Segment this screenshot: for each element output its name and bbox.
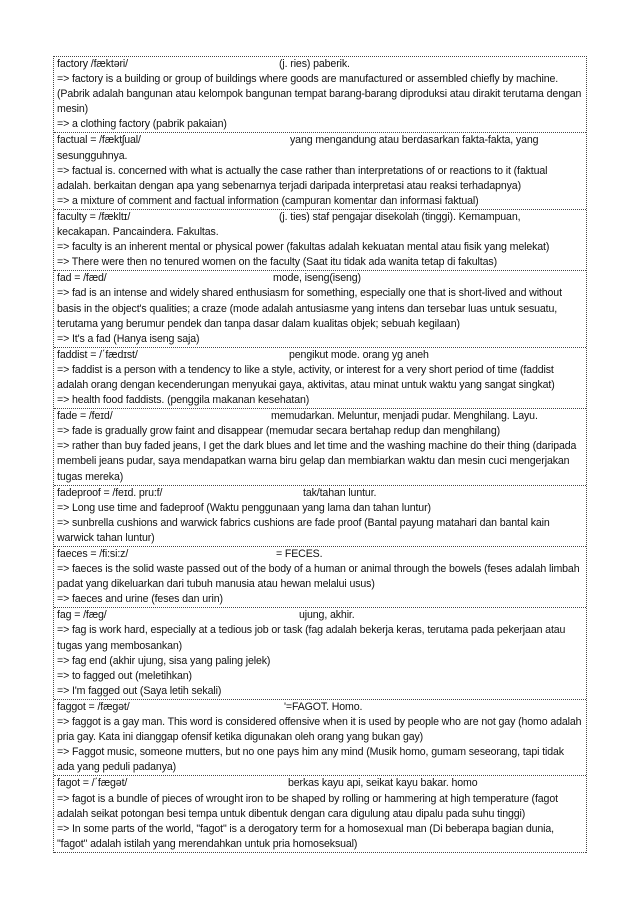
entry-headline bbox=[57, 486, 584, 501]
entry-meaning: tak/tahan luntur. bbox=[303, 486, 377, 499]
entry-meaning: mode, iseng(iseng) bbox=[273, 272, 361, 285]
entry-headword: fagot = /΄fægət/ bbox=[57, 777, 128, 790]
entry-headline bbox=[57, 133, 584, 148]
dictionary-entries bbox=[53, 56, 587, 853]
entry-example-line: => Long use time and fadeproof (Waktu penggunaan yang lama dan tahan luntur) bbox=[57, 501, 431, 514]
dictionary-entry bbox=[54, 57, 586, 133]
entry-headline bbox=[57, 409, 584, 424]
entry-meaning: (j. ries) paberik. bbox=[279, 58, 350, 70]
entry-example-line: sesungguhnya. bbox=[57, 149, 128, 162]
entry-example-line: => There were then no tenured women on the faculty (Saat itu tidak ada wanita tetap di fakultas) bbox=[57, 256, 497, 269]
entry-meaning: '=FAGOT. Homo. bbox=[284, 700, 363, 713]
entry-example-line: => factual is. concerned with what is actually the case rather than interpretations of or reactions to it (faktual adalah. berkaitan dengan apa yang sebenarnya terjadi daripada interpretasi atau reaksi terhadapnya) bbox=[57, 164, 548, 192]
entry-example-line: => Faggot music, someone mutters, but no one pays him any mind (Musik homo, gumam seseorang, tapi tidak ada yang peduli padanya) bbox=[57, 746, 564, 774]
entry-example-line: => factory is a building or group of buildings where goods are manufactured or assembled chiefly by machine. (Pabrik adalah bangunan atau kelompok bangunan tempat barang-barang diproduksi atau dirakit terutama dengan mesin) bbox=[57, 73, 582, 116]
entry-example-line: => faddist is a person with a tendency to like a style, activity, or interest for a very short period of time (faddist adalah orang dengan kecenderungan menyukai gaya, aktivitas, atau minat untuk waktu yang sangat singkat) bbox=[57, 363, 555, 391]
dictionary-entry bbox=[54, 608, 586, 700]
dictionary-entry bbox=[54, 210, 586, 271]
entry-headword: faddist = /΄fædɪst/ bbox=[57, 348, 138, 361]
entry-meaning: yang mengandung atau berdasarkan fakta-fakta, yang bbox=[290, 134, 539, 147]
entry-example-line: => In some parts of the world, "fagot" is a derogatory term for a homosexual man (Di beberapa bagian dunia, "fagot" adalah istilah yang merendahkan untuk pria homoseksual) bbox=[57, 822, 554, 850]
dictionary-entry bbox=[54, 271, 586, 347]
entry-example-line: => fad is an intense and widely shared enthusiasm for something, especially one that is short-lived and without basis in the object's qualities; a craze (mode adalah antusiasme yang intens dan tersebar luas untuk sesuatu, terutama yang berumur pendek dan tanpa dasar dalam kualitas objek; sebuah kegilaan) bbox=[57, 287, 562, 330]
dictionary-entry bbox=[54, 409, 586, 485]
entry-headword: factual = /fæktʃual/ bbox=[57, 134, 141, 147]
entry-example-line: => It's a fad (Hanya iseng saja) bbox=[57, 332, 200, 345]
entry-headword: fade = /feɪd/ bbox=[57, 410, 113, 423]
dictionary-entry bbox=[54, 348, 586, 409]
entry-example-line: => fagot is a bundle of pieces of wrought iron to be shaped by rolling or hammering at high temperature (fagot adalah seikat potongan besi tempa untuk dibentuk dengan cara digulung atau dipalu pada suhu tinggi) bbox=[57, 792, 558, 820]
dictionary-entry bbox=[54, 486, 586, 547]
entry-example-line: => health food faddists. (penggila makanan kesehatan) bbox=[57, 394, 310, 407]
entry-example-line: => fag end (akhir ujung, sisa yang paling jelek) bbox=[57, 654, 271, 667]
entry-headline bbox=[57, 57, 584, 72]
entry-headline bbox=[57, 271, 584, 286]
dictionary-entry bbox=[54, 700, 586, 776]
entry-example-line: => faculty is an inherent mental or physical power (fakultas adalah kekuatan mental atau fisik yang melekat) bbox=[57, 241, 550, 254]
entry-example-line: => fag is work hard, especially at a tedious job or task (fag adalah bekerja keras, terutama pada pekerjaan atau tugas yang membosankan) bbox=[57, 624, 566, 652]
entry-headline bbox=[57, 210, 584, 225]
dictionary-entry bbox=[54, 133, 586, 209]
entry-example-line: => I'm fagged out (Saya letih sekali) bbox=[57, 684, 222, 697]
entry-headword: faggot = /fægət/ bbox=[57, 700, 130, 713]
entry-headword: faeces = /fi:si:z/ bbox=[57, 548, 129, 560]
entry-example-line: => rather than buy faded jeans, I get the dark blues and let time and the washing machine do their thing (daripada membeli jeans pudar, saya mendapatkan warna biru gelap dan membiarkan waktu dan mesin cuci mengerjakan tugas mereka) bbox=[57, 440, 577, 483]
entry-headline bbox=[57, 700, 584, 715]
entry-meaning: (j. ties) staf pengajar disekolah (tinggi). Kemampuan, bbox=[279, 210, 521, 223]
dictionary-entry bbox=[54, 547, 586, 608]
entry-meaning: pengikut mode. orang yg aneh bbox=[289, 348, 429, 361]
entry-meaning: ujung, akhir. bbox=[299, 609, 355, 622]
entry-meaning: memudarkan. Meluntur, menjadi pudar. Menghilang. Layu. bbox=[271, 410, 538, 423]
entry-example-line: => to fagged out (meletihkan) bbox=[57, 669, 192, 682]
entry-example-line: => faeces and urine (feses dan urin) bbox=[57, 593, 223, 606]
entry-headline bbox=[57, 547, 584, 562]
dictionary-entry bbox=[54, 776, 586, 852]
entry-example-line: => fade is gradually grow faint and disappear (memudar secara bertahap redup dan menghilang) bbox=[57, 425, 501, 438]
entry-example-line: => faggot is a gay man. This word is considered offensive when it is used by people who are not gay (homo adalah pria gay. Kata ini dianggap ofensif ketika digunakan oleh orang yang bukan gay) bbox=[57, 716, 582, 744]
entry-meaning: = FECES. bbox=[276, 548, 323, 560]
entry-headword: fag = /fæg/ bbox=[57, 609, 107, 622]
entry-headword: faculty = /fækltɪ/ bbox=[57, 210, 131, 223]
entry-example-line: => a clothing factory (pabrik pakaian) bbox=[57, 118, 227, 131]
entry-meaning: berkas kayu api, seikat kayu bakar. homo bbox=[288, 777, 478, 790]
entry-headline bbox=[57, 348, 584, 363]
entry-headword: fadeproof = /feɪd. pru:f/ bbox=[57, 486, 163, 499]
entry-headline bbox=[57, 776, 584, 791]
entry-headword: factory /fæktəri/ bbox=[57, 58, 128, 70]
entry-example-line: => sunbrella cushions and warwick fabrics cushions are fade proof (Bantal payung matahari dan bantal kain warwick tahan luntur) bbox=[57, 516, 550, 544]
entry-example-line: => faeces is the solid waste passed out of the body of a human or animal through the bowels (feses adalah limbah padat yang dikeluarkan dari tubuh manusia atau hewan melalui usus) bbox=[57, 563, 580, 591]
entry-example-line: kecakapan. Pancaindera. Fakultas. bbox=[57, 226, 219, 239]
entry-headword: fad = /fæd/ bbox=[57, 272, 107, 285]
entry-headline bbox=[57, 608, 584, 623]
entry-example-line: => a mixture of comment and factual information (campuran komentar dan informasi faktual) bbox=[57, 194, 479, 207]
